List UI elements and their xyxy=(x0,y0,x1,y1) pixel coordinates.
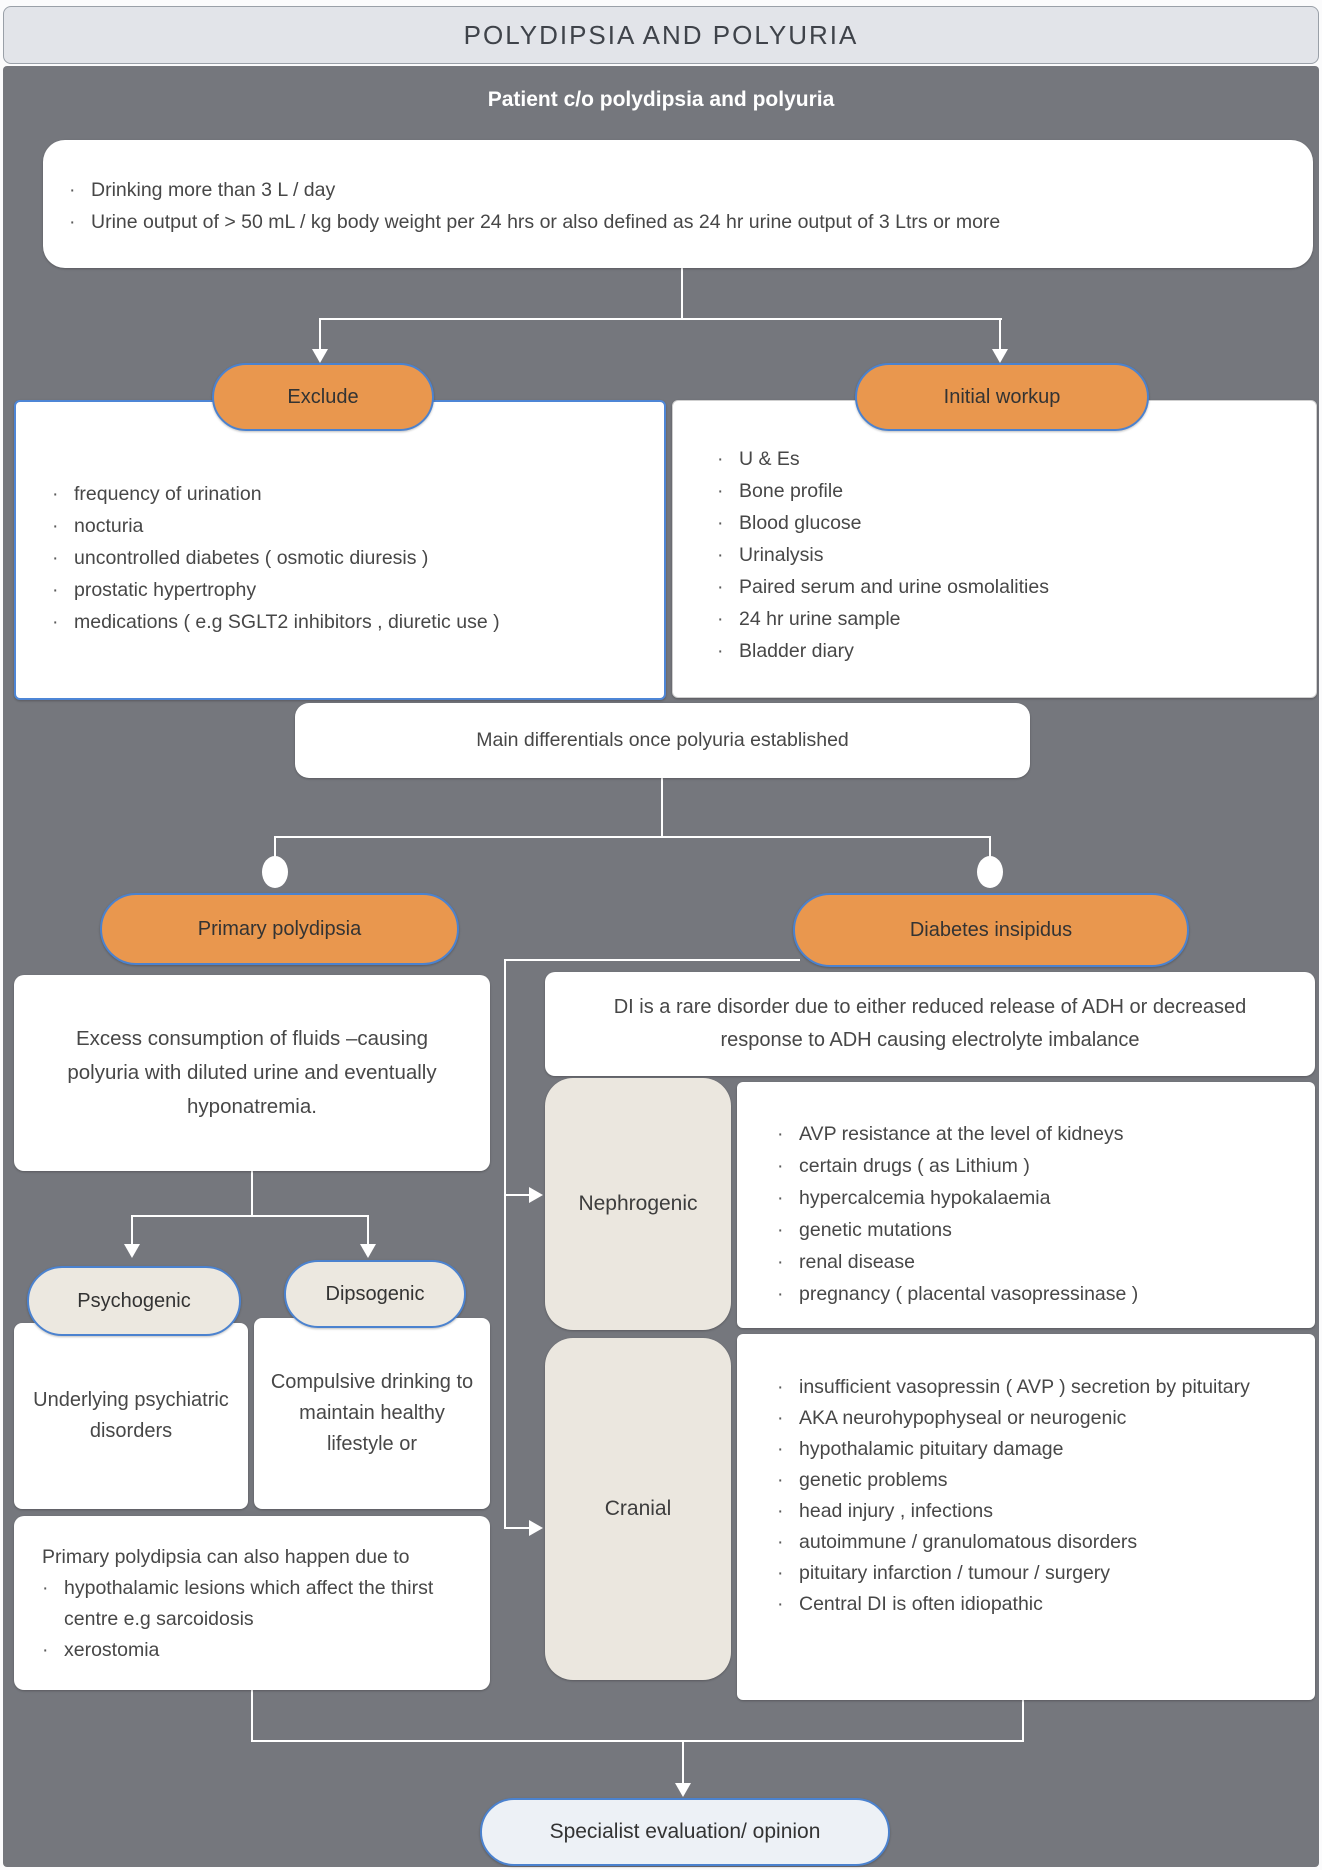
connector-criteria-stem xyxy=(681,266,683,320)
exclude-pill xyxy=(212,363,434,431)
list-item xyxy=(69,206,1293,238)
bullet-icon: · xyxy=(777,1123,784,1145)
list-item xyxy=(777,1246,1301,1278)
bullet-icon: · xyxy=(717,512,724,534)
bullet-icon: · xyxy=(717,576,724,598)
list-item-text: Bone profile xyxy=(739,480,844,502)
connector-dipsogenic-drop xyxy=(367,1215,369,1245)
list-item-text: genetic mutations xyxy=(799,1219,952,1241)
connector-cranial-stub xyxy=(504,1527,530,1529)
bullet-icon: · xyxy=(42,1639,49,1661)
bullet-icon: · xyxy=(777,1251,784,1273)
criteria-list xyxy=(43,140,1313,238)
list-item xyxy=(777,1527,1301,1558)
psychogenic-label: Psychogenic xyxy=(77,1289,191,1312)
bullet-icon: · xyxy=(777,1593,784,1615)
list-item-text: Urinalysis xyxy=(739,544,824,566)
connector-bottom-right-drop xyxy=(1022,1700,1024,1742)
list-item-text: U & Es xyxy=(739,448,800,470)
list-item xyxy=(777,1372,1301,1403)
connector-primary-stem xyxy=(251,1171,253,1217)
list-item xyxy=(777,1589,1301,1620)
list-item-text: renal disease xyxy=(799,1251,915,1273)
list-item xyxy=(52,542,648,574)
primary-other-causes-list xyxy=(42,1573,472,1666)
connector-nephrogenic-stub xyxy=(504,1194,530,1196)
arrowhead-exclude-icon xyxy=(312,349,328,363)
primary-polydipsia-pill xyxy=(100,893,459,965)
diabetes-insipidus-description: DI is a rare disorder due to either reduced release of ADH or decreased response to ADH causing electrolyte imbalance xyxy=(613,996,1247,1051)
bullet-icon: · xyxy=(717,448,724,470)
primary-polydipsia-description: Excess consumption of fluids –causing polyuria with diluted urine and eventually hyponatremia. xyxy=(67,1027,437,1118)
connector-differentials-cross xyxy=(274,836,991,838)
list-item xyxy=(777,1278,1301,1310)
diabetes-insipidus-box xyxy=(545,972,1315,1076)
node-circle-primary xyxy=(262,856,288,888)
bullet-icon: · xyxy=(777,1438,784,1460)
bullet-icon: · xyxy=(717,608,724,630)
arrowhead-cranial-icon xyxy=(529,1520,543,1536)
diabetes-insipidus-label: Diabetes insipidus xyxy=(909,918,1073,941)
specialist-pill xyxy=(480,1798,890,1866)
arrowhead-psychogenic-icon xyxy=(124,1244,140,1258)
connector-primary-cross xyxy=(131,1215,369,1217)
psychogenic-pill xyxy=(27,1266,241,1336)
bullet-icon: · xyxy=(777,1531,784,1553)
list-item-text: frequency of urination xyxy=(74,483,262,505)
initial-workup-list xyxy=(673,401,1316,667)
list-item xyxy=(52,606,648,638)
dipsogenic-pill xyxy=(284,1260,466,1328)
list-item-text: Paired serum and urine osmolalities xyxy=(739,576,1049,598)
list-item xyxy=(777,1558,1301,1589)
arrowhead-workup-icon xyxy=(992,349,1008,363)
initial-workup-box xyxy=(672,400,1317,698)
connector-workup-drop xyxy=(999,318,1001,350)
list-item xyxy=(717,635,1300,667)
title-bar xyxy=(3,6,1319,64)
nephrogenic-box xyxy=(545,1078,731,1330)
cranial-box xyxy=(545,1338,731,1680)
list-item-text: AKA neurohypophyseal or neurogenic xyxy=(799,1407,1127,1429)
bullet-icon: · xyxy=(777,1283,784,1305)
dipsogenic-label: Dipsogenic xyxy=(325,1282,425,1305)
exclude-list xyxy=(16,402,664,638)
list-item-text: medications ( e.g SGLT2 inhibitors , diuretic use ) xyxy=(74,611,500,633)
bullet-icon: · xyxy=(42,1577,49,1599)
list-item xyxy=(42,1573,472,1635)
list-item-text: Central DI is often idiopathic xyxy=(799,1593,1043,1615)
list-item-text: autoimmune / granulomatous disorders xyxy=(799,1531,1138,1553)
list-item xyxy=(52,510,648,542)
list-item-text: 24 hr urine sample xyxy=(739,608,901,630)
nephrogenic-label: Nephrogenic xyxy=(578,1192,698,1215)
list-item-text: Urine output of > 50 mL / kg body weight per 24 hrs or also defined as 24 hr urine output of 3 Ltrs or more xyxy=(91,211,1001,233)
exclude-box xyxy=(14,400,666,700)
bullet-icon: · xyxy=(777,1407,784,1429)
list-item xyxy=(717,443,1300,475)
connector-psychogenic-drop xyxy=(131,1215,133,1245)
list-item-text: certain drugs ( as Lithium ) xyxy=(799,1155,1030,1177)
list-item xyxy=(777,1150,1301,1182)
bullet-icon: · xyxy=(777,1219,784,1241)
bullet-icon: · xyxy=(52,483,59,505)
list-item xyxy=(717,571,1300,603)
connector-bottom-left-drop xyxy=(251,1690,253,1742)
bullet-icon: · xyxy=(777,1376,784,1398)
bullet-icon: · xyxy=(52,579,59,601)
list-item xyxy=(42,1635,472,1666)
list-item-text: uncontrolled diabetes ( osmotic diuresis ) xyxy=(74,547,429,569)
list-item-text: pituitary infarction / tumour / surgery xyxy=(799,1562,1111,1584)
cranial-list-box xyxy=(737,1334,1315,1700)
psychogenic-description: Underlying psychiatric disorders xyxy=(33,1389,229,1442)
bullet-icon: · xyxy=(777,1500,784,1522)
list-item-text: Drinking more than 3 L / day xyxy=(91,179,336,201)
dipsogenic-description: Compulsive drinking to maintain healthy lifestyle or xyxy=(270,1371,474,1455)
list-item xyxy=(69,174,1293,206)
bullet-icon: · xyxy=(777,1469,784,1491)
list-item-text: hypothalamic pituitary damage xyxy=(799,1438,1064,1460)
list-item-text: Bladder diary xyxy=(739,640,854,662)
bullet-icon: · xyxy=(717,480,724,502)
list-item-text: insufficient vasopressin ( AVP ) secretion by pituitary xyxy=(799,1376,1250,1398)
primary-polydipsia-label: Primary polydipsia xyxy=(197,917,362,940)
list-item xyxy=(777,1465,1301,1496)
primary-polydipsia-box xyxy=(14,975,490,1171)
main-differentials-box xyxy=(295,703,1030,778)
bullet-icon: · xyxy=(777,1187,784,1209)
list-item xyxy=(717,507,1300,539)
arrowhead-specialist-icon xyxy=(675,1783,691,1797)
list-item xyxy=(777,1118,1301,1150)
arrowhead-nephrogenic-icon xyxy=(529,1187,543,1203)
nephrogenic-list-box xyxy=(737,1082,1315,1328)
connector-bottom-cross xyxy=(251,1740,1024,1742)
primary-other-causes-box xyxy=(14,1516,490,1690)
bullet-icon: · xyxy=(69,211,76,233)
bullet-icon: · xyxy=(52,547,59,569)
psychogenic-box xyxy=(14,1323,248,1509)
bullet-icon: · xyxy=(69,179,76,201)
page-title: POLYDIPSIA AND POLYURIA xyxy=(463,19,859,50)
connector-specialist-drop xyxy=(682,1740,684,1784)
primary-other-causes-intro: Primary polydipsia can also happen due to xyxy=(42,1546,410,1568)
diabetes-insipidus-pill xyxy=(793,893,1189,967)
list-item xyxy=(777,1403,1301,1434)
arrowhead-dipsogenic-icon xyxy=(360,1244,376,1258)
list-item-text: xerostomia xyxy=(64,1639,160,1661)
list-item xyxy=(777,1496,1301,1527)
connector-differentials-stem xyxy=(661,778,663,838)
initial-workup-pill xyxy=(855,363,1149,431)
bullet-icon: · xyxy=(717,544,724,566)
list-item-text: hypercalcemia hypokalaemia xyxy=(799,1187,1051,1209)
dipsogenic-box xyxy=(254,1318,490,1509)
list-item xyxy=(52,574,648,606)
bullet-icon: · xyxy=(777,1562,784,1584)
connector-exclude-drop xyxy=(319,318,321,350)
bullet-icon: · xyxy=(717,640,724,662)
list-item xyxy=(717,475,1300,507)
cranial-label: Cranial xyxy=(604,1497,672,1520)
cranial-list xyxy=(737,1334,1315,1620)
list-item-text: pregnancy ( placental vasopressinase ) xyxy=(799,1283,1139,1305)
connector-di-branch-top xyxy=(504,959,800,961)
list-item xyxy=(777,1434,1301,1465)
main-differentials-label: Main differentials once polyuria established xyxy=(476,729,849,751)
chart-subtitle: Patient c/o polydipsia and polyuria xyxy=(487,88,835,111)
bullet-icon: · xyxy=(777,1155,784,1177)
list-item-text: Blood glucose xyxy=(739,512,862,534)
initial-workup-label: Initial workup xyxy=(943,385,1061,408)
list-item xyxy=(717,539,1300,571)
list-item-text: AVP resistance at the level of kidneys xyxy=(799,1123,1124,1145)
exclude-label: Exclude xyxy=(287,385,359,408)
criteria-box xyxy=(43,140,1313,268)
list-item xyxy=(52,478,648,510)
specialist-label: Specialist evaluation/ opinion xyxy=(549,1820,821,1843)
connector-di-branch-stem xyxy=(504,959,506,1529)
list-item-text: prostatic hypertrophy xyxy=(74,579,257,601)
list-item-text: head injury , infections xyxy=(799,1500,994,1522)
list-item xyxy=(717,603,1300,635)
list-item-text: hypothalamic lesions which affect the thirst centre e.g sarcoidosis xyxy=(64,1577,434,1630)
list-item-text: genetic problems xyxy=(799,1469,948,1491)
connector-criteria-cross xyxy=(320,318,1002,320)
list-item xyxy=(777,1214,1301,1246)
bullet-icon: · xyxy=(52,611,59,633)
list-item xyxy=(777,1182,1301,1214)
node-circle-di xyxy=(977,856,1003,888)
nephrogenic-list xyxy=(737,1082,1315,1310)
list-item-text: nocturia xyxy=(74,515,144,537)
bullet-icon: · xyxy=(52,515,59,537)
